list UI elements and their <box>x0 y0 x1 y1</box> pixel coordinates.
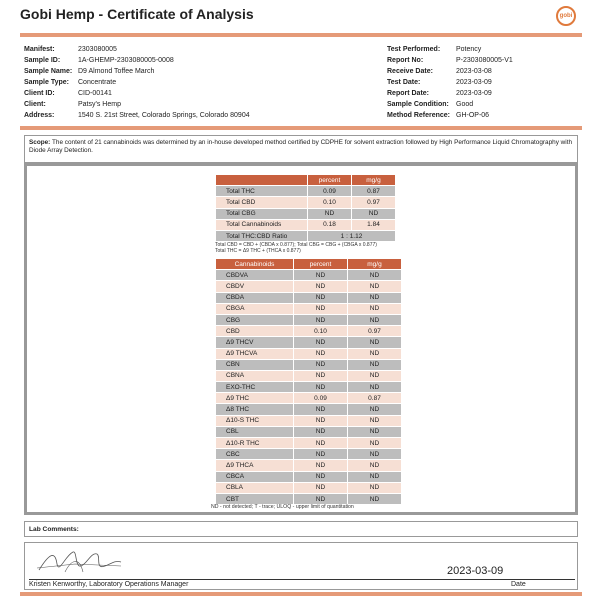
table-row <box>216 281 402 292</box>
info-value: Good <box>456 101 474 108</box>
info-label: Test Performed: <box>387 46 441 53</box>
mg-cell: ND <box>348 449 402 460</box>
column-header: mg/g <box>352 175 396 186</box>
mg-cell: ND <box>348 337 402 348</box>
info-label: Manifest: <box>24 46 55 53</box>
percent-cell: ND <box>294 415 348 426</box>
percent-cell: 0.09 <box>294 393 348 404</box>
percent-cell: ND <box>294 359 348 370</box>
table-row <box>216 460 402 471</box>
percent-cell: ND <box>294 449 348 460</box>
info-value: 2303080005 <box>78 46 117 53</box>
signature-date: 2023-03-09 <box>447 565 504 577</box>
info-label: Address: <box>24 112 55 119</box>
percent-cell: ND <box>294 281 348 292</box>
percent-cell: ND <box>294 482 348 493</box>
mg-cell: 0.97 <box>352 197 396 208</box>
formula-line-2: Total THC = Δ9 THC + (THCA x 0.877) <box>215 248 301 254</box>
cannabinoid-name: CBT <box>216 493 294 504</box>
info-label: Sample Type: <box>24 79 69 86</box>
percent-cell: ND <box>294 471 348 482</box>
info-row <box>24 44 250 55</box>
table-row <box>216 370 402 381</box>
info-value: 2023-03-09 <box>456 90 492 97</box>
table-row <box>216 471 402 482</box>
mg-cell: ND <box>352 208 396 219</box>
info-label: Report No: <box>387 57 424 64</box>
scope-text: The content of 21 cannabinoids was determined by an in-house developed method certified by CDPHE for solvent extraction followed by High Performance Liquid Chromatography with Diode Array Detection. <box>29 139 573 154</box>
table-row <box>216 449 402 460</box>
cannabinoid-name: Δ9 THC <box>216 393 294 404</box>
percent-cell: ND <box>294 382 348 393</box>
table-row <box>216 393 402 404</box>
scope-box <box>24 135 578 163</box>
percent-cell: ND <box>308 208 352 219</box>
cannabinoid-name: CBDA <box>216 292 294 303</box>
table-row <box>216 348 402 359</box>
cannabinoids-table <box>215 258 402 505</box>
cannabinoid-name: CBC <box>216 449 294 460</box>
mg-cell: ND <box>348 359 402 370</box>
info-value: Potency <box>456 46 482 53</box>
column-header: percent <box>294 259 348 270</box>
mg-cell: ND <box>348 382 402 393</box>
percent-cell: ND <box>294 348 348 359</box>
mg-cell: ND <box>348 415 402 426</box>
table-row <box>216 438 402 449</box>
handwritten-signature <box>35 546 125 578</box>
total-formula <box>215 242 377 254</box>
cannabinoid-name: CBL <box>216 426 294 437</box>
table-row <box>216 303 402 314</box>
signer-name: Kristen Kenworthy, Laboratory Operations Manager <box>29 581 189 588</box>
table-row <box>216 404 402 415</box>
row-label: Total THC <box>216 186 308 197</box>
info-row <box>387 88 513 99</box>
info-value: 2023-03-09 <box>456 79 492 86</box>
percent-cell: 0.18 <box>308 219 352 230</box>
info-row <box>387 77 513 88</box>
info-label: Report Date: <box>387 90 430 97</box>
row-label: Total Cannabinoids <box>216 219 308 230</box>
summary-header-row <box>216 175 396 186</box>
percent-cell: ND <box>294 493 348 504</box>
info-label: Client: <box>24 101 46 108</box>
cannabinoid-name: Δ9 THCA <box>216 460 294 471</box>
cannabinoid-name: CBCA <box>216 471 294 482</box>
info-row <box>24 77 250 88</box>
table-row <box>216 382 402 393</box>
logo-text: gobi <box>559 13 573 19</box>
percent-cell: ND <box>294 270 348 281</box>
info-label: Test Date: <box>387 79 421 86</box>
mg-cell: ND <box>348 482 402 493</box>
cannabinoids-header-row <box>216 259 402 270</box>
cannabinoid-name: Δ9 THCV <box>216 337 294 348</box>
info-value: 1540 S. 21st Street, Colorado Springs, Colorado 80904 <box>78 112 250 119</box>
mg-cell: 0.87 <box>348 393 402 404</box>
cannabinoid-name: EXO-THC <box>216 382 294 393</box>
table-row <box>216 337 402 348</box>
info-divider <box>20 126 582 130</box>
info-row <box>24 66 250 77</box>
table-row <box>216 493 402 504</box>
info-value: P-2303080005-V1 <box>456 57 513 64</box>
percent-cell: ND <box>294 404 348 415</box>
info-label: Receive Date: <box>387 68 433 75</box>
info-value: 2023-03-08 <box>456 68 492 75</box>
percent-cell: ND <box>294 303 348 314</box>
info-value: CID-00141 <box>78 90 112 97</box>
lab-comments <box>24 521 578 537</box>
table-row <box>216 314 402 325</box>
info-label: Sample Condition: <box>387 101 449 108</box>
cannabinoid-name: Δ8 THC <box>216 404 294 415</box>
sample-info-right <box>387 44 513 121</box>
mg-cell: ND <box>348 404 402 415</box>
cannabinoid-name: Δ9 THCVA <box>216 348 294 359</box>
mg-cell: ND <box>348 438 402 449</box>
cannabinoid-name: CBGA <box>216 303 294 314</box>
mg-cell: ND <box>348 370 402 381</box>
mg-cell: ND <box>348 493 402 504</box>
table-row <box>216 219 396 230</box>
footer-divider <box>20 592 582 596</box>
column-header: Cannabinoids <box>216 259 294 270</box>
percent-cell: ND <box>294 370 348 381</box>
mg-cell: 0.87 <box>352 186 396 197</box>
percent-cell: 0.10 <box>308 197 352 208</box>
gobi-logo <box>556 6 576 26</box>
footnote: ND - not detected; T - trace; ULOQ - upper limit of quantitation <box>211 504 354 510</box>
signature-box <box>24 542 578 590</box>
cannabinoid-name: Δ10-S THC <box>216 415 294 426</box>
column-header <box>216 175 308 186</box>
sample-info-left <box>24 44 250 121</box>
info-row <box>24 88 250 99</box>
column-header: percent <box>308 175 352 186</box>
info-label: Sample ID: <box>24 57 61 64</box>
percent-cell: ND <box>294 314 348 325</box>
percent-cell: ND <box>294 460 348 471</box>
info-row <box>387 55 513 66</box>
ratio-cell: 1 : 1.12 <box>308 230 396 241</box>
signature-line <box>29 579 575 580</box>
row-label: Total CBG <box>216 208 308 219</box>
date-label: Date <box>511 581 526 588</box>
mg-cell: 0.97 <box>348 326 402 337</box>
summary-table <box>215 174 396 242</box>
mg-cell: ND <box>348 281 402 292</box>
ratio-row <box>216 230 396 241</box>
percent-cell: ND <box>294 292 348 303</box>
info-row <box>387 110 513 121</box>
table-row <box>216 292 402 303</box>
table-row <box>216 197 396 208</box>
cannabinoid-name: CBDV <box>216 281 294 292</box>
lab-comments-label: Lab Comments: <box>29 526 79 533</box>
table-row <box>216 326 402 337</box>
mg-cell: ND <box>348 471 402 482</box>
cannabinoid-name: CBDVA <box>216 270 294 281</box>
table-row <box>216 186 396 197</box>
header-divider <box>20 33 582 37</box>
table-row <box>216 482 402 493</box>
cannabinoid-name: CBN <box>216 359 294 370</box>
info-row <box>24 110 250 121</box>
mg-cell: ND <box>348 292 402 303</box>
percent-cell: ND <box>294 426 348 437</box>
row-label: Total CBD <box>216 197 308 208</box>
mg-cell: ND <box>348 270 402 281</box>
percent-cell: ND <box>294 337 348 348</box>
page-title: Gobi Hemp - Certificate of Analysis <box>20 6 254 22</box>
info-label: Client ID: <box>24 90 55 97</box>
cannabinoid-name: CBG <box>216 314 294 325</box>
table-row <box>216 270 402 281</box>
info-row <box>387 44 513 55</box>
info-row <box>24 55 250 66</box>
percent-cell: 0.09 <box>308 186 352 197</box>
info-value: Patsy's Hemp <box>78 101 121 108</box>
cannabinoid-name: Δ10-R THC <box>216 438 294 449</box>
mg-cell: ND <box>348 314 402 325</box>
table-row <box>216 426 402 437</box>
mg-cell: ND <box>348 426 402 437</box>
table-row <box>216 208 396 219</box>
row-label: Total THC:CBD Ratio <box>216 230 308 241</box>
info-label: Sample Name: <box>24 68 73 75</box>
info-value: 1A-GHEMP-2303080005-0008 <box>78 57 174 64</box>
percent-cell: ND <box>294 438 348 449</box>
formula-line-1: Total CBD = CBD + (CBDA x 0.877); Total CBG = CBG + (CBGA x 0.877) <box>215 242 377 248</box>
info-value: D9 Almond Toffee March <box>78 68 155 75</box>
info-row <box>24 99 250 110</box>
table-row <box>216 359 402 370</box>
info-value: GH-OP-06 <box>456 112 490 119</box>
table-row <box>216 415 402 426</box>
mg-cell: ND <box>348 460 402 471</box>
mg-cell: ND <box>348 303 402 314</box>
results-panel <box>24 163 578 515</box>
cannabinoid-name: CBNA <box>216 370 294 381</box>
mg-cell: 1.84 <box>352 219 396 230</box>
info-value: Concentrate <box>78 79 117 86</box>
mg-cell: ND <box>348 348 402 359</box>
percent-cell: 0.10 <box>294 326 348 337</box>
info-label: Method Reference: <box>387 112 451 119</box>
info-row <box>387 66 513 77</box>
cannabinoid-name: CBLA <box>216 482 294 493</box>
info-row <box>387 99 513 110</box>
column-header: mg/g <box>348 259 402 270</box>
cannabinoid-name: CBD <box>216 326 294 337</box>
scope-label: Scope: <box>29 139 51 146</box>
